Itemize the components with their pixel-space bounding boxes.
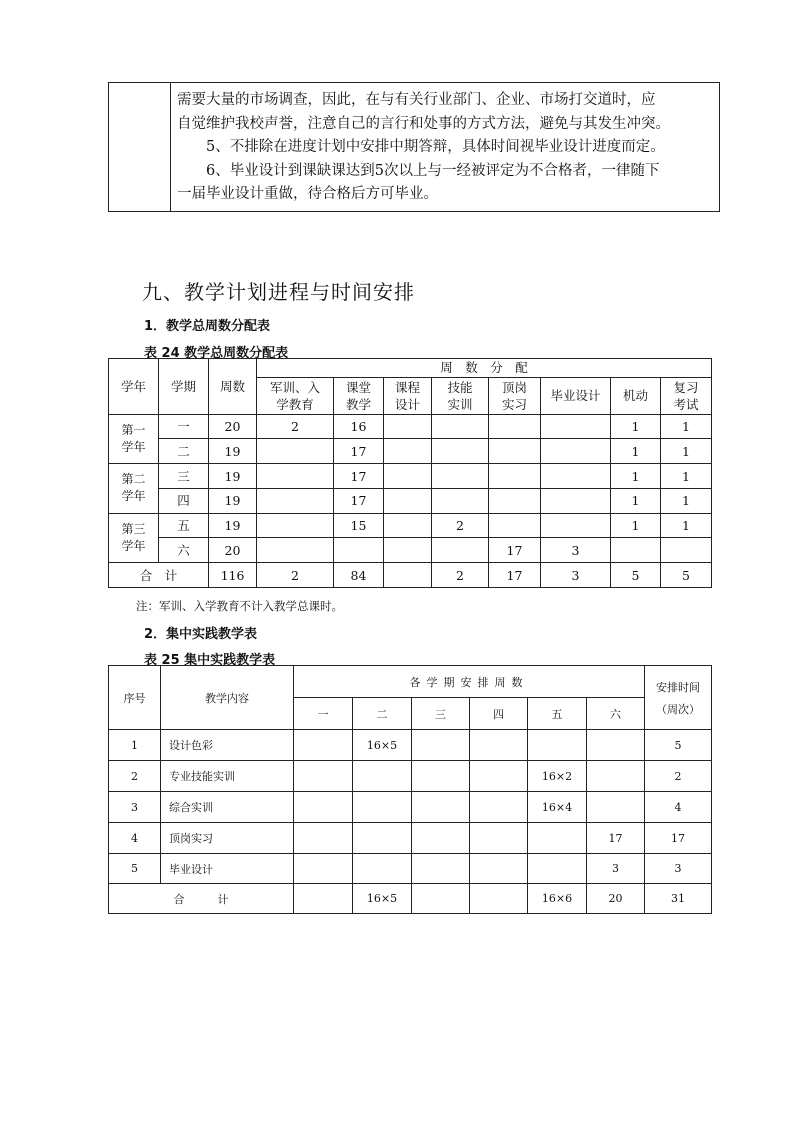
skill-cell [432, 488, 489, 513]
thesis-cell: 3 [541, 538, 611, 563]
class-cell: 17 [334, 439, 384, 464]
table-row [109, 730, 712, 761]
thesis-cell [541, 513, 611, 538]
term-4-cell [470, 761, 528, 792]
term-6-cell [587, 761, 645, 792]
content-cell: 设计色彩 [161, 730, 294, 761]
term-cell: 四 [159, 488, 209, 513]
intern-cell [489, 488, 541, 513]
term-5-cell: 16×4 [528, 792, 587, 823]
table-row [109, 538, 712, 563]
weeks-cell: 19 [209, 513, 257, 538]
term-4-cell [470, 792, 528, 823]
header-thesis: 毕业设计 [541, 377, 611, 414]
table-24-caption: 表 24 教学总周数分配表 [144, 346, 289, 361]
continuation-left-cell [109, 83, 171, 212]
table-row [109, 464, 712, 489]
table-25 [108, 665, 712, 914]
table-row [109, 414, 712, 439]
term-2-cell: 16×5 [353, 730, 412, 761]
term-1-cell [294, 730, 353, 761]
term-cell: 五 [159, 513, 209, 538]
term-cell: 六 [159, 538, 209, 563]
header-flex: 机动 [611, 377, 661, 414]
term-6-cell: 20 [587, 884, 645, 914]
class-cell: 15 [334, 513, 384, 538]
time-cell: 3 [645, 854, 712, 884]
header-content: 教学内容 [161, 666, 294, 730]
thesis-cell [541, 414, 611, 439]
military-cell: 2 [257, 414, 334, 439]
continuation-line: 6、毕业设计到课缺课达到5次以上与一经被评定为不合格者，一律随下 [206, 162, 660, 179]
section-title: 九、教学计划进程与时间安排 [142, 280, 415, 304]
table-row [109, 488, 712, 513]
weeks-cell: 19 [209, 464, 257, 489]
continuation-table [108, 82, 720, 212]
table-row [109, 823, 712, 854]
time-cell: 4 [645, 792, 712, 823]
review-cell: 1 [661, 513, 712, 538]
course-cell [384, 414, 432, 439]
military-cell [257, 513, 334, 538]
term-1-cell [294, 823, 353, 854]
military-cell [257, 488, 334, 513]
term-3-cell [412, 761, 470, 792]
class-cell: 17 [334, 464, 384, 489]
header-military: 军训、入 学教育 [257, 377, 334, 414]
header-internship: 顶岗 实习 [489, 377, 541, 414]
skill-cell: 2 [432, 513, 489, 538]
course-cell [384, 439, 432, 464]
year-label: 第三 学年 [109, 513, 159, 563]
review-cell: 5 [661, 563, 712, 588]
weeks-cell: 20 [209, 538, 257, 563]
term-5-cell [528, 823, 587, 854]
subsection-2-title: 2．集中实践教学表 [144, 627, 258, 642]
subsection-1-title: 1．教学总周数分配表 [144, 319, 271, 334]
year-label: 第二 学年 [109, 464, 159, 514]
header-no: 序号 [109, 666, 161, 730]
term-2-cell [353, 792, 412, 823]
term-3-cell [412, 884, 470, 914]
year-label: 第一 学年 [109, 414, 159, 464]
review-cell: 1 [661, 464, 712, 489]
continuation-line: 一届毕业设计重做，待合格后方可毕业。 [177, 186, 438, 202]
continuation-line: 5、不排除在进度计划中安排中期答辩，具体时间视毕业设计进度而定。 [206, 139, 665, 155]
intern-cell [489, 464, 541, 489]
intern-cell [489, 513, 541, 538]
term-4-cell [470, 823, 528, 854]
intern-cell [489, 439, 541, 464]
no-cell: 1 [109, 730, 161, 761]
total-label: 合 计 [109, 563, 209, 588]
content-cell: 顶岗实习 [161, 823, 294, 854]
continuation-text-cell [171, 83, 720, 212]
term-6-cell [587, 730, 645, 761]
thesis-cell [541, 439, 611, 464]
content-cell: 综合实训 [161, 792, 294, 823]
header-term: 学期 [159, 359, 209, 415]
term-3-cell [412, 854, 470, 884]
time-cell: 31 [645, 884, 712, 914]
term-4-cell [470, 884, 528, 914]
intern-cell: 17 [489, 563, 541, 588]
table-25-caption: 表 25 集中实践教学表 [144, 653, 276, 668]
thesis-cell: 3 [541, 563, 611, 588]
time-cell: 17 [645, 823, 712, 854]
term-1-cell [294, 792, 353, 823]
header-review: 复习 考试 [661, 377, 712, 414]
thesis-cell [541, 464, 611, 489]
header-term-2: 二 [353, 698, 412, 730]
total-label: 合 计 [109, 884, 294, 914]
review-cell [661, 538, 712, 563]
term-2-cell [353, 854, 412, 884]
header-skill: 技能 实训 [432, 377, 489, 414]
course-cell [384, 513, 432, 538]
weeks-cell: 20 [209, 414, 257, 439]
weeks-cell: 19 [209, 439, 257, 464]
flex-cell: 5 [611, 563, 661, 588]
header-course-design: 课程 设计 [384, 377, 432, 414]
term-5-cell [528, 854, 587, 884]
total-row [109, 884, 712, 914]
table-row [109, 854, 712, 884]
table-row [109, 761, 712, 792]
intern-cell [489, 414, 541, 439]
military-cell [257, 538, 334, 563]
header-term-3: 三 [412, 698, 470, 730]
header-term-weeks: 各学期安排周数 [294, 666, 645, 698]
intern-cell: 17 [489, 538, 541, 563]
military-cell: 2 [257, 563, 334, 588]
term-4-cell [470, 730, 528, 761]
content-cell: 毕业设计 [161, 854, 294, 884]
term-1-cell [294, 884, 353, 914]
time-cell: 2 [645, 761, 712, 792]
review-cell: 1 [661, 439, 712, 464]
term-cell: 三 [159, 464, 209, 489]
header-term-6: 六 [587, 698, 645, 730]
class-cell: 84 [334, 563, 384, 588]
no-cell: 4 [109, 823, 161, 854]
flex-cell: 1 [611, 464, 661, 489]
term-cell: 二 [159, 439, 209, 464]
term-6-cell: 17 [587, 823, 645, 854]
no-cell: 2 [109, 761, 161, 792]
header-year: 学年 [109, 359, 159, 415]
course-cell [384, 488, 432, 513]
class-cell: 16 [334, 414, 384, 439]
skill-cell: 2 [432, 563, 489, 588]
flex-cell: 1 [611, 513, 661, 538]
no-cell: 3 [109, 792, 161, 823]
term-1-cell [294, 854, 353, 884]
table-24-note: 注：军训、入学教育不计入教学总课时。 [136, 599, 343, 613]
course-cell [384, 563, 432, 588]
term-2-cell: 16×5 [353, 884, 412, 914]
header-class: 课堂 教学 [334, 377, 384, 414]
skill-cell [432, 439, 489, 464]
weeks-cell: 116 [209, 563, 257, 588]
skill-cell [432, 414, 489, 439]
continuation-line: 需要大量的市场调查，因此，在与有关行业部门、企业、市场打交道时，应 [177, 92, 656, 108]
header-term-5: 五 [528, 698, 587, 730]
skill-cell [432, 464, 489, 489]
weeks-cell: 19 [209, 488, 257, 513]
table-row [109, 792, 712, 823]
flex-cell: 1 [611, 414, 661, 439]
table-row [109, 513, 712, 538]
term-3-cell [412, 823, 470, 854]
term-3-cell [412, 792, 470, 823]
term-6-cell: 3 [587, 854, 645, 884]
flex-cell: 1 [611, 439, 661, 464]
header-term-4: 四 [470, 698, 528, 730]
term-6-cell [587, 792, 645, 823]
thesis-cell [541, 488, 611, 513]
header-week-distribution: 周 数 分 配 [257, 359, 712, 378]
course-cell [384, 538, 432, 563]
term-5-cell: 16×2 [528, 761, 587, 792]
no-cell: 5 [109, 854, 161, 884]
term-5-cell [528, 730, 587, 761]
table-row [109, 439, 712, 464]
term-5-cell: 16×6 [528, 884, 587, 914]
flex-cell: 1 [611, 488, 661, 513]
class-cell [334, 538, 384, 563]
review-cell: 1 [661, 414, 712, 439]
review-cell: 1 [661, 488, 712, 513]
header-weeks: 周数 [209, 359, 257, 415]
header-term-1: 一 [294, 698, 353, 730]
term-2-cell [353, 761, 412, 792]
term-3-cell [412, 730, 470, 761]
military-cell [257, 439, 334, 464]
content-cell: 专业技能实训 [161, 761, 294, 792]
continuation-line: 自觉维护我校声誉，注意自己的言行和处事的方式方法，避免与其发生冲突。 [177, 115, 670, 132]
class-cell: 17 [334, 488, 384, 513]
term-1-cell [294, 761, 353, 792]
term-4-cell [470, 854, 528, 884]
skill-cell [432, 538, 489, 563]
flex-cell [611, 538, 661, 563]
military-cell [257, 464, 334, 489]
time-cell: 5 [645, 730, 712, 761]
term-2-cell [353, 823, 412, 854]
course-cell [384, 464, 432, 489]
term-cell: 一 [159, 414, 209, 439]
total-row [109, 563, 712, 588]
header-schedule-time: 安排时间 （周次） [645, 666, 712, 730]
table-24 [108, 358, 712, 588]
